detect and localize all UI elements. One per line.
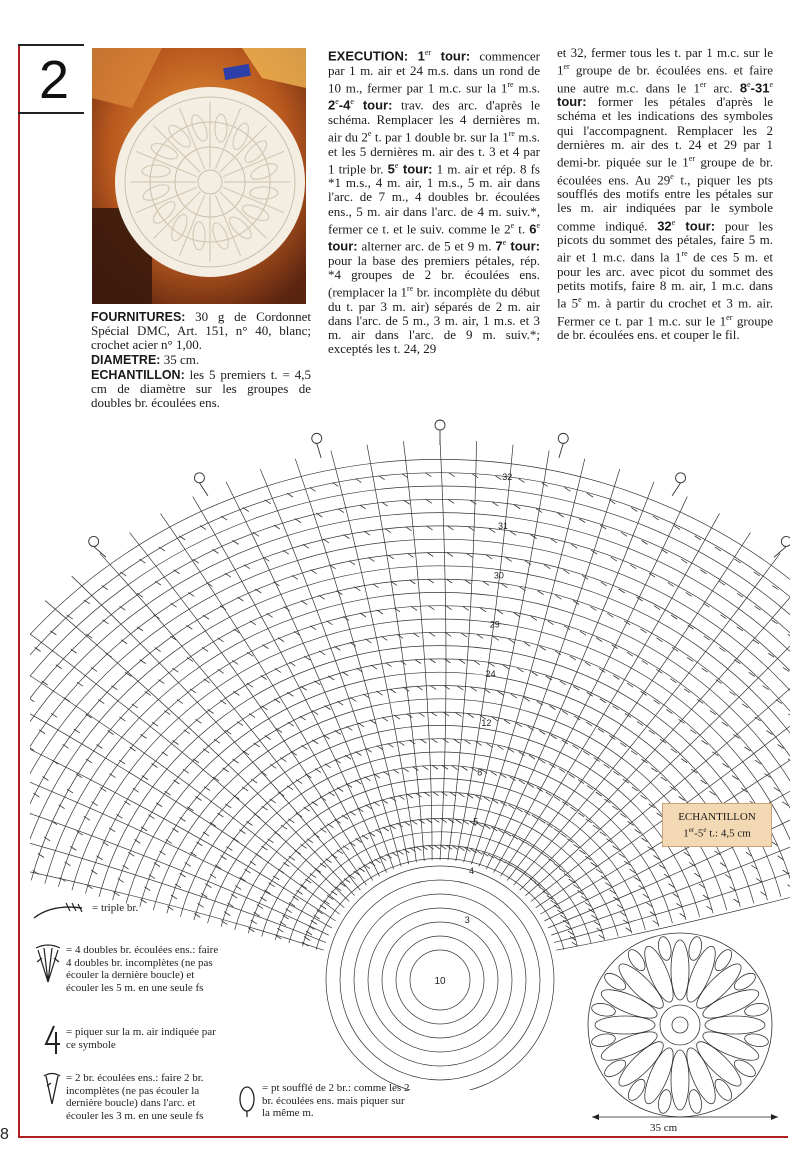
instruction-segment: er xyxy=(688,154,696,164)
instruction-segment: e xyxy=(747,79,751,89)
instruction-segment: er xyxy=(563,62,570,72)
instruction-segment: tour: xyxy=(353,97,393,113)
echantillon-label: ECHANTILLON: xyxy=(91,368,185,382)
instruction-segment: t. par 1 double br. sur la 1 xyxy=(371,129,509,145)
instruction-segment: tour: xyxy=(431,48,471,64)
instruction-segment: 8 xyxy=(739,80,748,96)
instruction-segment: 2 xyxy=(328,97,336,113)
instruction-segment: pour la base des premiers pétales, rép. *4 groupes de 2 br. écoulées ens. (remplacer la 1 xyxy=(328,252,540,300)
instruction-segment: e xyxy=(536,220,540,230)
frame-bottom-rule xyxy=(18,1136,788,1138)
instruction-segment: tour: xyxy=(675,217,716,233)
echantillon-text: les 5 premiers t. = 4,5 cm de diamètre sur les groupes de doubles br. écoulées ens. xyxy=(91,367,311,410)
execution-column-1 xyxy=(328,46,540,357)
doily-photo xyxy=(92,48,306,304)
instruction-segment: de ces 5 m. et pour les arc. avec picot du sommet des petits motifs, faire 8 m. air, 1 m.c. dans la 5 xyxy=(557,249,773,311)
sample-box xyxy=(662,803,772,847)
instruction-segment: tour: xyxy=(506,238,540,254)
pattern-number: 2 xyxy=(38,50,70,110)
diametre-text: 35 cm. xyxy=(160,352,200,367)
legend-puff: = pt soufflé de 2 br.: comme les 2 br. écoulées ens. mais piquer sur la même m. xyxy=(262,1082,410,1119)
dimension-arrow-icon xyxy=(590,1110,780,1124)
instruction-segment: t., piquer les pts soufflés des motifs entre les pétales sur les m. air indiquées par le symbole comme indiqué. xyxy=(557,171,773,233)
instruction-segment: e xyxy=(769,79,773,89)
legend-pierce: = piquer sur la m. air indiquée par ce symbole xyxy=(66,1026,216,1051)
diametre-label: DIAMETRE: xyxy=(91,353,161,367)
instruction-segment: alterner arc. de 5 et 9 m. xyxy=(357,238,496,254)
puff-symbol-icon xyxy=(236,1084,258,1123)
instruction-segment: e xyxy=(578,295,582,305)
instruction-segment: trav. des arc. d'après le schéma. Remplacer les 4 dernières m. air du 2 xyxy=(328,97,540,145)
instruction-segment: groupe de br. écoulées ens. Au 29 xyxy=(557,154,774,187)
instruction-segment: tour: xyxy=(398,161,433,177)
chart-row-label: 32 xyxy=(502,472,513,483)
chart-row-label: 8 xyxy=(477,767,483,778)
sample-box-text: 1er-5e t.: 4,5 cm xyxy=(683,826,751,840)
frame-left-rule xyxy=(18,44,20,1136)
chart-row-label: 30 xyxy=(493,570,504,581)
two-br-symbol-icon xyxy=(42,1072,62,1111)
finished-doily-lines xyxy=(588,933,772,1117)
instruction-segment: er xyxy=(700,79,707,89)
instruction-segment: -4 xyxy=(338,97,351,113)
instruction-segment: e xyxy=(394,160,399,170)
instruction-segment: e xyxy=(367,129,372,138)
frame-top-rule xyxy=(18,44,84,46)
fournitures-text: 30 g de Cordonnet Spécial DMC, Art. 151, n° 40, blanc; crochet acier n° 1,00. xyxy=(91,309,311,352)
instruction-segment: e xyxy=(510,220,515,230)
instruction-segment: former les pétales d'après le schéma et les indications des symboles qui l'accompagnent. Remplacer les 2 dernières m. air des t. 24 et 29 par 1 demi-br. piquée sur le 1 xyxy=(557,94,773,170)
instruction-segment: commencer par 1 m. air et 24 m.s. dans un rond de 10 m., fermer par 1 m.c. sur la 1 xyxy=(328,48,541,96)
instruction-segment: 6 xyxy=(529,221,537,237)
four-doubles-symbol-icon xyxy=(34,944,62,989)
instruction-segment: e xyxy=(502,238,507,248)
instruction-segment: e xyxy=(350,97,354,107)
instruction-segment: e xyxy=(670,171,674,181)
instruction-segment: m.s. xyxy=(513,80,540,96)
instruction-segment: er xyxy=(424,48,432,57)
instruction-segment: m. à partir du crochet et 3 m. air. Fermer ce t. par 1 m.c. sur le 1 xyxy=(557,295,773,329)
chart-row-label: 3 xyxy=(464,915,470,926)
chart-row-label: 12 xyxy=(481,718,492,729)
legend-triple: = triple br. xyxy=(92,902,139,914)
instruction-segment: e xyxy=(335,97,339,107)
instruction-segment: t. xyxy=(514,221,530,237)
pattern-number-rule xyxy=(18,112,84,114)
pierce-symbol-icon xyxy=(44,1024,64,1061)
instruction-segment: m.s. et les 5 dernières m. air des t. 3 et 4 par 1 triple br. xyxy=(328,129,541,177)
instruction-segment: re xyxy=(507,79,514,89)
instruction-segment: pour les picots du sommet des pétales, faire 5 m. air et 1 m.c. dans la 1 xyxy=(557,217,773,265)
instruction-segment: e xyxy=(671,217,676,227)
instruction-segment: arc. xyxy=(706,80,740,96)
instruction-segment: 1 m. air et rép. 8 fs *1 m.s., 4 m. air, 1 m.s., 5 m. air dans l'arc. de 7 m., 4 doubles br. écoulées ens., 5 m. air dans l'arc. de 4 m. suiv.*, fermer ce t. et le suiv. comme le 2 xyxy=(328,161,540,237)
instruction-segment: groupe de br. écoulées ens. et couper le fil. xyxy=(557,313,773,343)
chart-row-label: 31 xyxy=(498,521,509,532)
chart-row-label: 5 xyxy=(473,816,479,827)
instruction-segment: EXECUTION: 1 xyxy=(328,48,425,64)
instruction-segment: 5 xyxy=(387,161,395,177)
legend-two-br: = 2 br. écoulées ens.: faire 2 br. incomplètes (ne pas écouler la dernière boucle) dans l'arc. et écouler les 3 m. en une seule fs xyxy=(66,1072,204,1122)
instruction-segment: er xyxy=(726,312,733,322)
chart-row-label: 29 xyxy=(489,619,500,630)
sample-box-title: ECHANTILLON xyxy=(678,811,756,823)
instruction-segment: br. incomplète du début du t. par 3 m. air) séparés de 2 m. air dans l'arc. de 5 m., 3 m. air, 1 m.s. et 3 m. air dans l'arc. de 9 m. suiv.*; exceptés les t. 24, 29 xyxy=(328,284,540,357)
fournitures-label: FOURNITURES: xyxy=(91,310,186,324)
instruction-segment: re xyxy=(681,249,688,259)
instruction-segment: re xyxy=(508,129,515,138)
instruction-segment: tour: xyxy=(328,238,358,254)
instruction-segment: tour: xyxy=(557,94,587,110)
instruction-segment: re xyxy=(407,284,414,294)
execution-column-2 xyxy=(557,46,773,342)
instruction-segment: 7 xyxy=(495,238,503,254)
chart-row-label: 24 xyxy=(485,668,496,679)
triple-br-symbol-icon xyxy=(32,902,86,927)
dimension-label: 35 cm xyxy=(650,1122,678,1134)
chart-center-label: 10 xyxy=(434,976,446,987)
instruction-segment: 32 xyxy=(657,217,672,233)
finished-doily-diagram xyxy=(580,925,780,1130)
legend-four-doubles: = 4 doubles br. écoulées ens.: faire 4 doubles br. incomplètes (ne pas écouler la dernière boucle) et écouler les 5 m. en une seule fs xyxy=(66,944,219,994)
instruction-segment: et 32, fermer tous les t. par 1 m.c. sur le 1 xyxy=(557,45,773,78)
chart-row-label: 4 xyxy=(468,865,474,876)
instruction-segment: -31 xyxy=(750,80,770,96)
page-number: 8 xyxy=(0,1126,9,1143)
instruction-segment: groupe de br. écoulées ens. et faire une autre m.c. dans le 1 xyxy=(557,62,773,96)
